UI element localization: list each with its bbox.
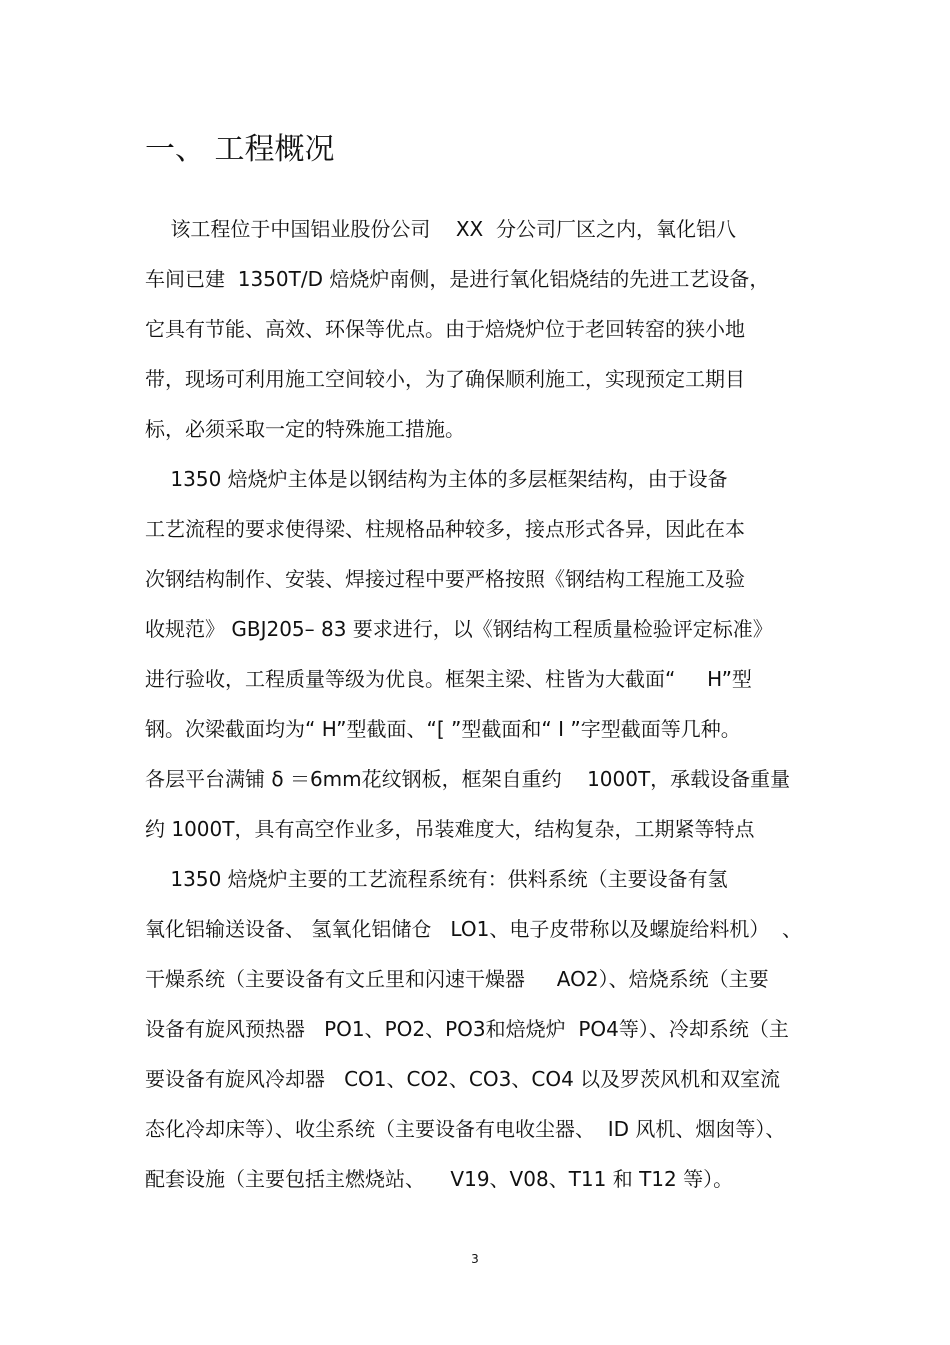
text-line: 收规范》 GBJ205– 83 要求进行，以《钢结构工程质量检验评定标准》: [145, 617, 773, 641]
text-line: 约 1000T，具有高空作业多，吊装难度大，结构复杂，工期紧等特点: [145, 817, 755, 841]
text-line: 它具有节能、高效、环保等优点。由于焙烧炉位于老回转窑的狭小地: [145, 317, 745, 341]
text-line: 带，现场可利用施工空间较小，为了确保顺利施工，实现预定工期目: [145, 367, 745, 391]
page-number: 3: [471, 1252, 479, 1266]
text-line: 氧化铝输送设备、 氢氧化铝储仓 LO1、电子皮带称以及螺旋给料机） 、: [145, 917, 803, 941]
text-line: 配套设施（主要包括主燃烧站、 V19、V08、T11 和 T12 等）。: [145, 1167, 734, 1191]
text-line: 各层平台满铺 δ ＝6mm花纹钢板，框架自重约 1000T，承载设备重量: [145, 767, 791, 791]
text-line: 态化冷却床等）、收尘系统（主要设备有电收尘器、 ID 风机、烟囱等）、: [145, 1117, 786, 1141]
text-line: 进行验收，工程质量等级为优良。框架主梁、柱皆为大截面“ H”型: [145, 667, 752, 691]
text-line: 车间已建 1350T/D 焙烧炉南侧，是进行氧化铝烧结的先进工艺设备，: [145, 267, 770, 291]
text-line: 次钢结构制作、安装、焊接过程中要严格按照《钢结构工程施工及验: [145, 567, 745, 591]
section-heading: 一、 工程概况: [145, 132, 335, 167]
text-line: 要设备有旋风冷却器 CO1、CO2、CO3、CO4 以及罗茨风机和双室流: [145, 1067, 781, 1091]
text-line: 钢。次梁截面均为“ H”型截面、“[ ”型截面和“ I ”字型截面等几种。: [145, 717, 741, 741]
text-line: 该工程位于中国铝业股份公司 XX 分公司厂区之内，氧化铝八: [145, 217, 736, 241]
text-line: 干燥系统（主要设备有文丘里和闪速干燥器 AO2）、焙烧系统（主要: [145, 967, 769, 991]
text-line: 1350 焙烧炉主体是以钢结构为主体的多层框架结构，由于设备: [145, 467, 728, 491]
text-line: 设备有旋风预热器 PO1、PO2、PO3和焙烧炉 PO4等）、冷却系统（主: [145, 1017, 789, 1041]
text-line: 标，必须采取一定的特殊施工措施。: [145, 417, 465, 441]
text-line: 工艺流程的要求使得梁、柱规格品种较多，接点形式各异，因此在本: [145, 517, 745, 541]
text-line: 1350 焙烧炉主要的工艺流程系统有：供料系统（主要设备有氢: [145, 867, 728, 891]
